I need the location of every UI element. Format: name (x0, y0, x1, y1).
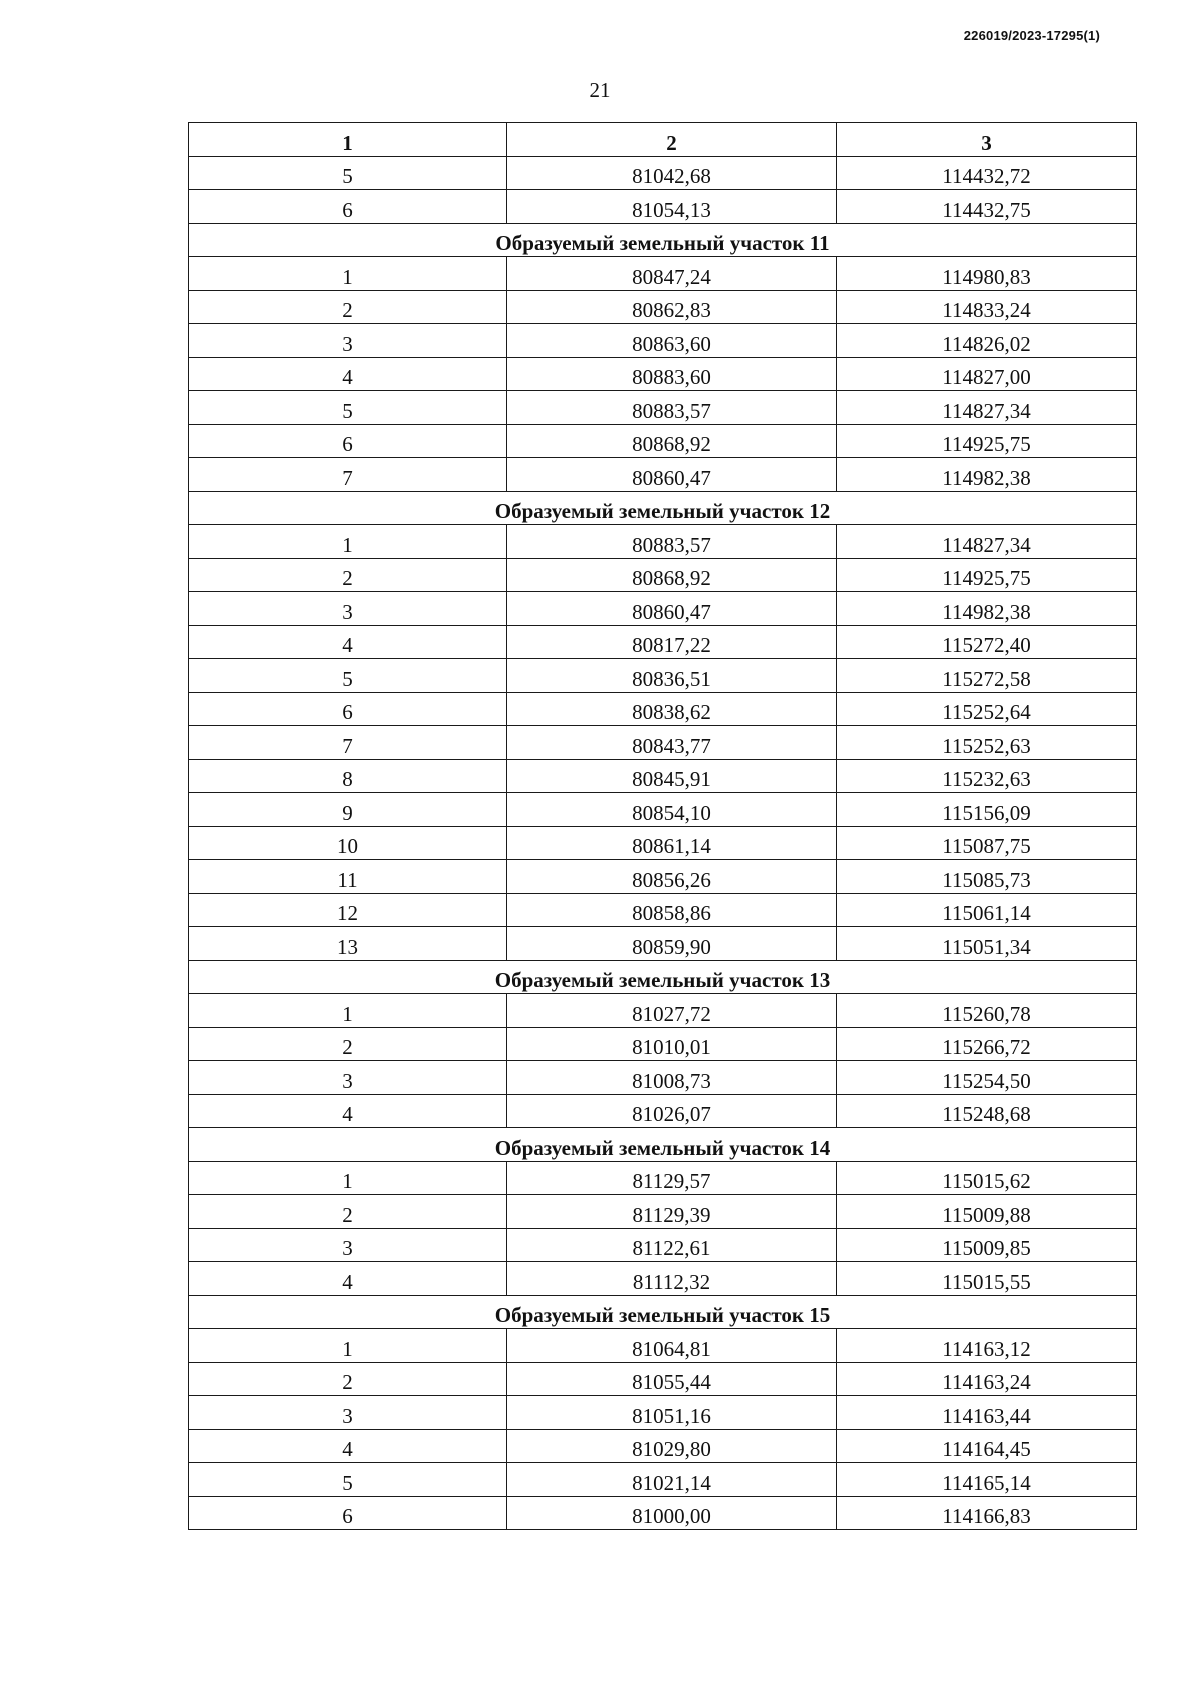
table-row (189, 1329, 1137, 1363)
y-coordinate-cell: 115248,68 (837, 1094, 1137, 1128)
section-title-row (189, 1295, 1137, 1329)
table-row (189, 1496, 1137, 1530)
point-number-cell: 9 (189, 793, 507, 827)
table-row (189, 558, 1137, 592)
table-row (189, 257, 1137, 291)
table-row (189, 156, 1137, 190)
table-row (189, 424, 1137, 458)
x-coordinate-cell: 80847,24 (507, 257, 837, 291)
y-coordinate-cell: 114982,38 (837, 458, 1137, 492)
table-body (189, 156, 1137, 1530)
y-coordinate-cell: 115087,75 (837, 826, 1137, 860)
section-title: Образуемый земельный участок 12 (189, 491, 1137, 525)
document-id: 226019/2023-17295(1) (963, 28, 1100, 43)
table-row (189, 927, 1137, 961)
point-number-cell: 2 (189, 1027, 507, 1061)
table-row (189, 357, 1137, 391)
x-coordinate-cell: 80854,10 (507, 793, 837, 827)
point-number-cell: 3 (189, 1396, 507, 1430)
y-coordinate-cell: 115156,09 (837, 793, 1137, 827)
x-coordinate-cell: 81129,39 (507, 1195, 837, 1229)
table-row (189, 1061, 1137, 1095)
point-number-cell: 2 (189, 1362, 507, 1396)
y-coordinate-cell: 115009,85 (837, 1228, 1137, 1262)
x-coordinate-cell: 81000,00 (507, 1496, 837, 1530)
point-number-cell: 5 (189, 659, 507, 693)
section-title: Образуемый земельный участок 11 (189, 223, 1137, 257)
section-title-row (189, 491, 1137, 525)
x-coordinate-cell: 81051,16 (507, 1396, 837, 1430)
y-coordinate-cell: 114980,83 (837, 257, 1137, 291)
x-coordinate-cell: 81042,68 (507, 156, 837, 190)
point-number-cell: 3 (189, 1061, 507, 1095)
y-coordinate-cell: 114163,12 (837, 1329, 1137, 1363)
y-coordinate-cell: 115061,14 (837, 893, 1137, 927)
table-row (189, 324, 1137, 358)
table-row (189, 290, 1137, 324)
x-coordinate-cell: 81054,13 (507, 190, 837, 224)
x-coordinate-cell: 80883,57 (507, 525, 837, 559)
x-coordinate-cell: 81027,72 (507, 994, 837, 1028)
y-coordinate-cell: 115266,72 (837, 1027, 1137, 1061)
x-coordinate-cell: 80845,91 (507, 759, 837, 793)
point-number-cell: 1 (189, 994, 507, 1028)
table-row (189, 826, 1137, 860)
point-number-cell: 6 (189, 424, 507, 458)
point-number-cell: 4 (189, 625, 507, 659)
x-coordinate-cell: 80836,51 (507, 659, 837, 693)
column-header-1: 1 (189, 123, 507, 157)
point-number-cell: 3 (189, 324, 507, 358)
x-coordinate-cell: 80858,86 (507, 893, 837, 927)
y-coordinate-cell: 115272,58 (837, 659, 1137, 693)
table-row (189, 1228, 1137, 1262)
section-title-row (189, 1128, 1137, 1162)
table-row (189, 1094, 1137, 1128)
table-row (189, 860, 1137, 894)
y-coordinate-cell: 115252,63 (837, 726, 1137, 760)
point-number-cell: 11 (189, 860, 507, 894)
y-coordinate-cell: 114827,00 (837, 357, 1137, 391)
point-number-cell: 2 (189, 1195, 507, 1229)
section-title: Образуемый земельный участок 13 (189, 960, 1137, 994)
table-row (189, 1027, 1137, 1061)
table-row (189, 759, 1137, 793)
column-header-3: 3 (837, 123, 1137, 157)
x-coordinate-cell: 80856,26 (507, 860, 837, 894)
point-number-cell: 7 (189, 726, 507, 760)
point-number-cell: 10 (189, 826, 507, 860)
y-coordinate-cell: 115085,73 (837, 860, 1137, 894)
x-coordinate-cell: 81122,61 (507, 1228, 837, 1262)
y-coordinate-cell: 114827,34 (837, 525, 1137, 559)
coordinates-table (188, 122, 1137, 1530)
point-number-cell: 4 (189, 1262, 507, 1296)
x-coordinate-cell: 80862,83 (507, 290, 837, 324)
x-coordinate-cell: 80883,60 (507, 357, 837, 391)
y-coordinate-cell: 115015,55 (837, 1262, 1137, 1296)
section-title: Образуемый земельный участок 15 (189, 1295, 1137, 1329)
y-coordinate-cell: 114432,75 (837, 190, 1137, 224)
point-number-cell: 12 (189, 893, 507, 927)
point-number-cell: 4 (189, 1094, 507, 1128)
section-title: Образуемый земельный участок 14 (189, 1128, 1137, 1162)
table-row (189, 1195, 1137, 1229)
y-coordinate-cell: 115252,64 (837, 692, 1137, 726)
x-coordinate-cell: 80838,62 (507, 692, 837, 726)
y-coordinate-cell: 114163,24 (837, 1362, 1137, 1396)
x-coordinate-cell: 81064,81 (507, 1329, 837, 1363)
point-number-cell: 5 (189, 1463, 507, 1497)
x-coordinate-cell: 80883,57 (507, 391, 837, 425)
point-number-cell: 3 (189, 1228, 507, 1262)
point-number-cell: 4 (189, 1429, 507, 1463)
y-coordinate-cell: 114925,75 (837, 558, 1137, 592)
x-coordinate-cell: 81021,14 (507, 1463, 837, 1497)
page-number: 21 (589, 78, 611, 102)
y-coordinate-cell: 114166,83 (837, 1496, 1137, 1530)
y-coordinate-cell: 115015,62 (837, 1161, 1137, 1195)
y-coordinate-cell: 115272,40 (837, 625, 1137, 659)
y-coordinate-cell: 114827,34 (837, 391, 1137, 425)
x-coordinate-cell: 80843,77 (507, 726, 837, 760)
point-number-cell: 13 (189, 927, 507, 961)
y-coordinate-cell: 114163,44 (837, 1396, 1137, 1430)
x-coordinate-cell: 80817,22 (507, 625, 837, 659)
column-header-2: 2 (507, 123, 837, 157)
x-coordinate-cell: 80860,47 (507, 458, 837, 492)
y-coordinate-cell: 115260,78 (837, 994, 1137, 1028)
y-coordinate-cell: 114833,24 (837, 290, 1137, 324)
point-number-cell: 7 (189, 458, 507, 492)
y-coordinate-cell: 115051,34 (837, 927, 1137, 961)
x-coordinate-cell: 81010,01 (507, 1027, 837, 1061)
x-coordinate-cell: 81008,73 (507, 1061, 837, 1095)
table-row (189, 726, 1137, 760)
table-row (189, 692, 1137, 726)
x-coordinate-cell: 80868,92 (507, 558, 837, 592)
x-coordinate-cell: 80859,90 (507, 927, 837, 961)
x-coordinate-cell: 81029,80 (507, 1429, 837, 1463)
point-number-cell: 1 (189, 1329, 507, 1363)
point-number-cell: 2 (189, 558, 507, 592)
section-title-row (189, 960, 1137, 994)
table-row (189, 1396, 1137, 1430)
table-row (189, 592, 1137, 626)
y-coordinate-cell: 115254,50 (837, 1061, 1137, 1095)
y-coordinate-cell: 114982,38 (837, 592, 1137, 626)
x-coordinate-cell: 80863,60 (507, 324, 837, 358)
table-row (189, 458, 1137, 492)
table-row (189, 893, 1137, 927)
point-number-cell: 2 (189, 290, 507, 324)
table-row (189, 625, 1137, 659)
point-number-cell: 5 (189, 391, 507, 425)
y-coordinate-cell: 115232,63 (837, 759, 1137, 793)
point-number-cell: 4 (189, 357, 507, 391)
x-coordinate-cell: 80868,92 (507, 424, 837, 458)
point-number-cell: 6 (189, 1496, 507, 1530)
table-row (189, 793, 1137, 827)
table-row (189, 994, 1137, 1028)
table-row (189, 659, 1137, 693)
point-number-cell: 5 (189, 156, 507, 190)
point-number-cell: 1 (189, 525, 507, 559)
y-coordinate-cell: 114826,02 (837, 324, 1137, 358)
point-number-cell: 1 (189, 257, 507, 291)
point-number-cell: 6 (189, 190, 507, 224)
table-row (189, 1429, 1137, 1463)
section-title-row (189, 223, 1137, 257)
y-coordinate-cell: 115009,88 (837, 1195, 1137, 1229)
table-row (189, 190, 1137, 224)
table-row (189, 1262, 1137, 1296)
header-row (189, 123, 1137, 157)
point-number-cell: 8 (189, 759, 507, 793)
table-row (189, 1463, 1137, 1497)
y-coordinate-cell: 114164,45 (837, 1429, 1137, 1463)
y-coordinate-cell: 114925,75 (837, 424, 1137, 458)
point-number-cell: 3 (189, 592, 507, 626)
x-coordinate-cell: 81129,57 (507, 1161, 837, 1195)
x-coordinate-cell: 81112,32 (507, 1262, 837, 1296)
x-coordinate-cell: 80860,47 (507, 592, 837, 626)
table-row (189, 525, 1137, 559)
point-number-cell: 6 (189, 692, 507, 726)
y-coordinate-cell: 114165,14 (837, 1463, 1137, 1497)
y-coordinate-cell: 114432,72 (837, 156, 1137, 190)
table-row (189, 1362, 1137, 1396)
x-coordinate-cell: 80861,14 (507, 826, 837, 860)
x-coordinate-cell: 81026,07 (507, 1094, 837, 1128)
point-number-cell: 1 (189, 1161, 507, 1195)
table-row (189, 391, 1137, 425)
x-coordinate-cell: 81055,44 (507, 1362, 837, 1396)
table-row (189, 1161, 1137, 1195)
